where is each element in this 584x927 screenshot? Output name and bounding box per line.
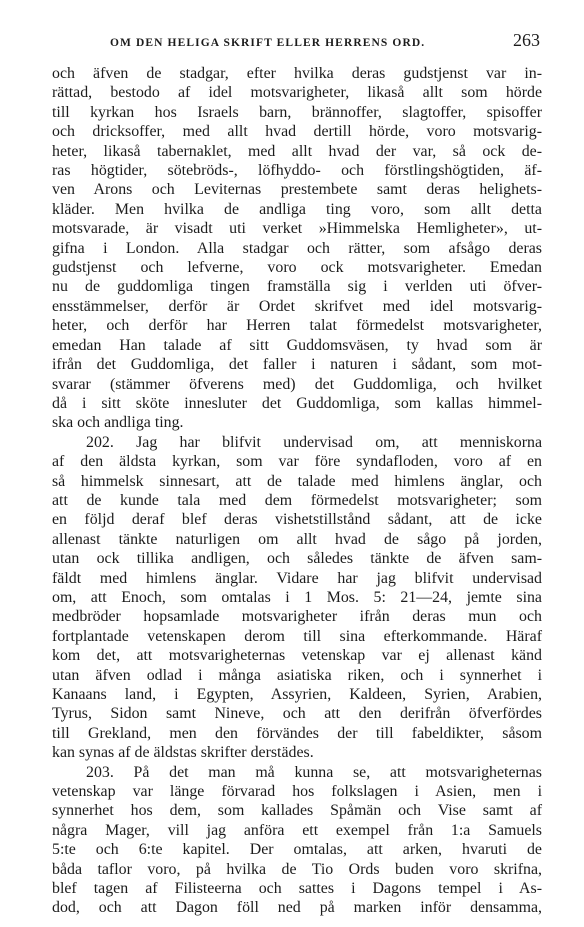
text-line: vetenskap var länge förvarad hos folkslagen i Asien, men i bbox=[52, 783, 542, 801]
text-line: gifna i London. Alla stadgar och rätter, som afsågo deras bbox=[52, 239, 542, 257]
body-text bbox=[52, 64, 542, 918]
text-line: medbröder hopsamlade motsvarigheter ifrån deras mun och bbox=[52, 608, 542, 626]
text-line: ensstämmelser, derför är Ordet skrifvet med idel motsvarig- bbox=[52, 297, 542, 315]
text-line: dod, och att Dagon föll ned på marken inför densamma, bbox=[52, 899, 542, 917]
page-number: 263 bbox=[513, 30, 540, 50]
text-line: gudstjenst och lefverne, voro ock motsvarigheter. Emedan bbox=[52, 259, 542, 277]
page-header bbox=[52, 30, 542, 54]
text-line: rättad, bestodo af idel motsvarigheter, likaså allt som hörde bbox=[52, 84, 542, 102]
text-line: fortplantade vetenskapen derom till sina efterkommande. Häraf bbox=[52, 627, 542, 645]
text-line: ska och andliga ting. bbox=[52, 414, 184, 432]
text-line: blef tagen af Filisteerna och sattes i Dagons tempel i As- bbox=[52, 880, 542, 898]
text-line: kan synas af de äldstas skrifter derstädes. bbox=[52, 744, 314, 762]
text-line: till Grekland, men den förvändes der till fabeldikter, såsom bbox=[52, 724, 542, 742]
text-line: fäldt med himlens änglar. Vidare har jag blifvit undervisad bbox=[52, 569, 542, 587]
text-line: kläder. Men hvilka de andliga ting voro, som allt detta bbox=[52, 200, 542, 218]
text-line: svarar (stämmer öfverens med) det Guddomliga, och hvilket bbox=[52, 375, 542, 393]
text-line: en följd deraf blef deras vishetstillstånd sådant, att de icke bbox=[52, 511, 542, 529]
text-line: ven Arons och Leviternas prestembete samt deras helighets- bbox=[52, 181, 542, 199]
text-line: att de kunde tala med dem förmedelst motsvarigheter; som bbox=[52, 491, 542, 509]
text-line: 5:te och 6:te kapitel. Der omtalas, att arken, hvaruti de bbox=[52, 841, 542, 859]
text-line: heter, och derför har Herren talat förmedelst motsvarigheter, bbox=[52, 317, 542, 335]
text-line: och dricksoffer, med allt hvad dertill hörde, voro motsvarig- bbox=[52, 123, 542, 141]
text-line: så himmelsk sinnesart, att de talade med himlens änglar, och bbox=[52, 472, 542, 490]
text-line: emedan Han talade af sitt Guddomsväsen, ty hvad som är bbox=[52, 336, 542, 354]
text-line: utan äfven odlad i många asiatiska riken, och i synnerhet i bbox=[52, 666, 542, 684]
text-line: allenast tänkte naturligen om allt hvad de sågo på jorden, bbox=[52, 530, 542, 548]
text-line: motsvarade, är visadt uti verket »Himmelska Hemligheter», ut- bbox=[52, 220, 542, 238]
text-line: Tyrus, Sidon samt Nineve, och att den derifrån öfverfördes bbox=[52, 705, 542, 723]
text-line: nu de guddomliga tingen framställa sig i verlden uti öfver- bbox=[52, 278, 542, 296]
text-line: ras högtider, sötebröds-, löfhyddo- och förstlingshögtiden, äf- bbox=[52, 162, 542, 180]
text-line: några Mager, vill jag anföra ett exempel från 1:a Samuels bbox=[52, 821, 542, 839]
text-line: om, att Enoch, som omtalas i 1 Mos. 5: 21—24, jemte sina bbox=[52, 588, 542, 606]
text-line: båda taflor voro, på hvilka de Tio Ords buden voro skrifna, bbox=[52, 860, 542, 878]
text-line: ifrån det Guddomliga, det faller i naturen i sådant, som mot- bbox=[52, 356, 542, 374]
text-line: då i sitt sköte innesluter det Guddomliga, som kallas himmel- bbox=[52, 394, 542, 412]
text-line: till kyrkan hos Israels barn, brännoffer, slagtoffer, spisoffer bbox=[52, 103, 542, 121]
text-line: Kanaans land, i Egypten, Assyrien, Kaldeen, Syrien, Arabien, bbox=[52, 686, 542, 703]
text-line: 203. På det man må kunna se, att motsvarigheternas bbox=[86, 763, 542, 781]
text-line: af den äldsta kyrkan, som var före syndafloden, voro af en bbox=[52, 453, 542, 471]
running-head: OM DEN HELIGA SKRIFT ELLER HERRENS ORD. bbox=[110, 37, 426, 49]
text-line: heter, likaså tabernaklet, med allt hvad der var, så ock de- bbox=[52, 142, 542, 160]
text-line: och äfven de stadgar, efter hvilka deras gudstjenst var in- bbox=[52, 65, 542, 82]
text-line: synnerhet hos dem, som kallades Spåmän och Vise samt af bbox=[52, 802, 542, 820]
text-line: kom det, att motsvarigheternas vetenskap var ej allenast känd bbox=[52, 647, 542, 665]
text-line: 202. Jag har blifvit undervisad om, att menniskorna bbox=[86, 433, 542, 451]
text-line: utan ock tillika andligen, och således tänkte de äfven sam- bbox=[52, 550, 542, 568]
